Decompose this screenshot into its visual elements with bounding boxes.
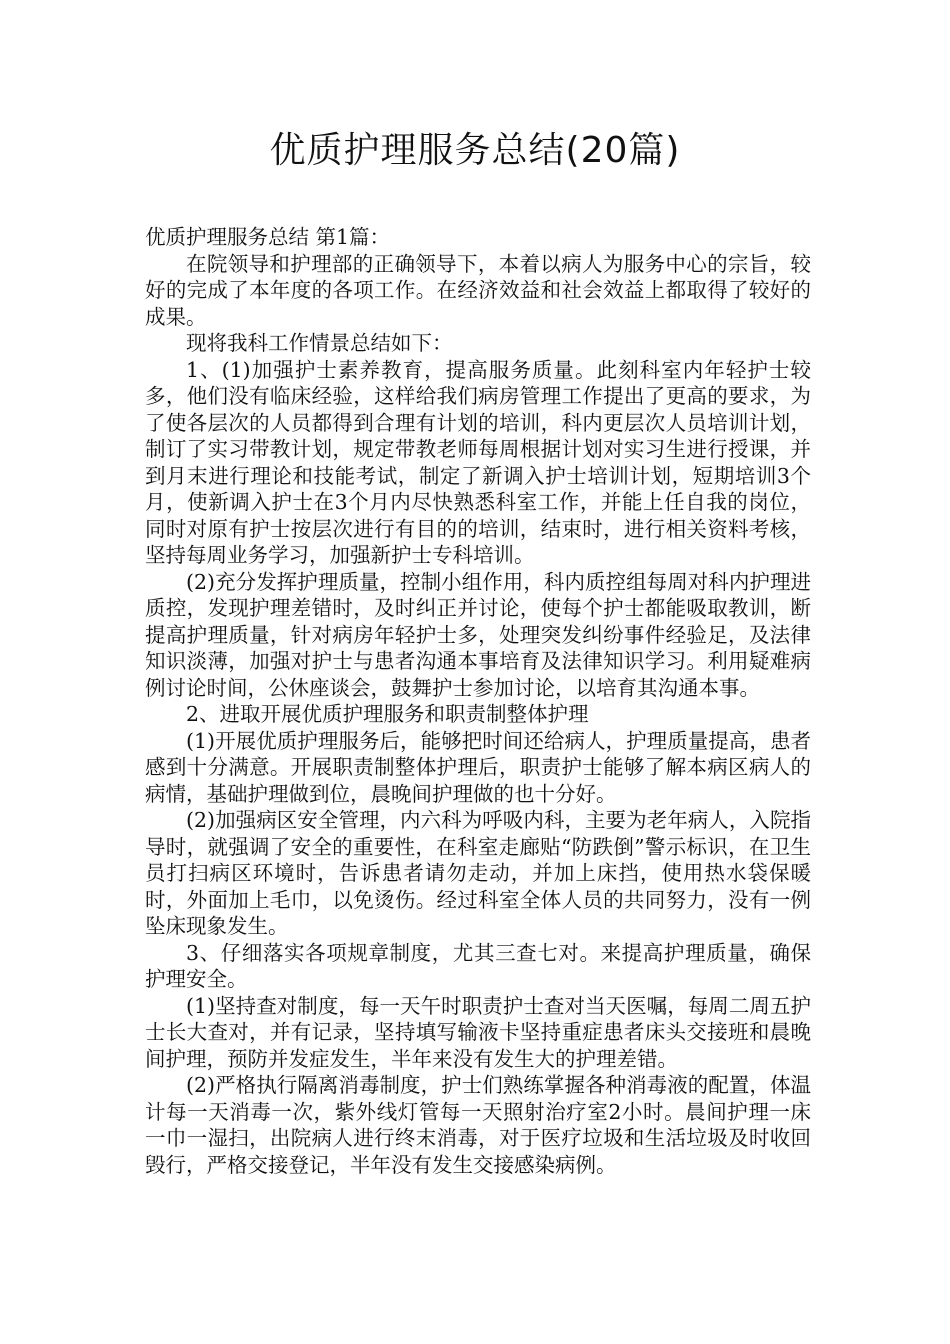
body-paragraph: 在院领导和护理部的正确领导下，本着以病人为服务中心的宗旨，较好的完成了本年度的各项工作。在经济效益和社会效益上都取得了较好的成果。 xyxy=(145,251,811,329)
body-paragraph: 2、进取开展优质护理服务和职责制整体护理 xyxy=(186,702,589,726)
document-title: 优质护理服务总结(20篇) xyxy=(269,130,681,171)
body-paragraph: 3、仔细落实各项规章制度，尤其三查七对。来提高护理质量，确保护理安全。 xyxy=(145,940,811,991)
body-paragraph: 现将我科工作情景总结如下： xyxy=(186,331,453,355)
body-paragraph: (1)开展优质护理服务后，能够把时间还给病人，护理质量提高，患者感到十分满意。开展职责制整体护理后，职责护士能够了解本病区病人的病情，基础护理做到位，晨晚间护理做的也十分好。 xyxy=(145,728,811,806)
document-body xyxy=(145,224,811,1178)
section-heading: 优质护理服务总结 第1篇： xyxy=(145,225,391,249)
body-paragraph: (2)加强病区安全管理，内六科为呼吸内科，主要为老年病人，入院指导时，就强调了安全的重要性，在科室走廊贴“防跌倒”警示标识，在卫生员打扫病区环境时，告诉患者请勿走动，并加上床挡，使用热水袋保暖时，外面加上毛巾，以免烫伤。经过科室全体人员的共同努力，没有一例坠床现象发生。 xyxy=(145,808,811,938)
body-paragraph: 1、(1)加强护士素养教育，提高服务质量。此刻科室内年轻护士较多，他们没有临床经验，这样给我们病房管理工作提出了更高的要求，为了使各层次的人员都得到合理有计划的培训，科内更层次人员培训计划，制订了实习带教计划，规定带教老师每周根据计划对实习生进行授课，并到月末进行理论和技能考试，制定了新调入护士培训计划，短期培训3个月，使新调入护士在3个月内尽快熟悉科室工作，并能上任自我的岗位，同时对原有护士按层次进行有目的的培训，结束时，进行相关资料考核，坚持每周业务学习，加强新护士专科培训。 xyxy=(145,357,811,567)
body-paragraph: (1)坚持查对制度，每一天午时职责护士查对当天医嘱，每周二周五护士长大查对，并有记录，坚持填写输液卡坚持重症患者床头交接班和晨晚间护理，预防并发症发生，半年来没有发生大的护理差错。 xyxy=(145,993,811,1071)
body-paragraph: (2)充分发挥护理质量，控制小组作用，科内质控组每周对科内护理进质控，发现护理差错时，及时纠正并讨论，使每个护士都能吸取教训，断提高护理质量，针对病房年轻护士多，处理突发纠纷事件经验足，及法律知识淡薄，加强对护士与患者沟通本事培育及法律知识学习。利用疑难病例讨论时间，公休座谈会，鼓舞护士参加讨论，以培育其沟通本事。 xyxy=(145,569,811,700)
body-paragraph: (2)严格执行隔离消毒制度，护士们熟练掌握各种消毒液的配置，体温计每一天消毒一次，紫外线灯管每一天照射治疗室2小时。晨间护理一床一巾一湿扫，出院病人进行终末消毒，对于医疗垃圾和生活垃圾及时收回毁行，严格交接登记，半年没有发生交接感染病例。 xyxy=(145,1073,811,1177)
